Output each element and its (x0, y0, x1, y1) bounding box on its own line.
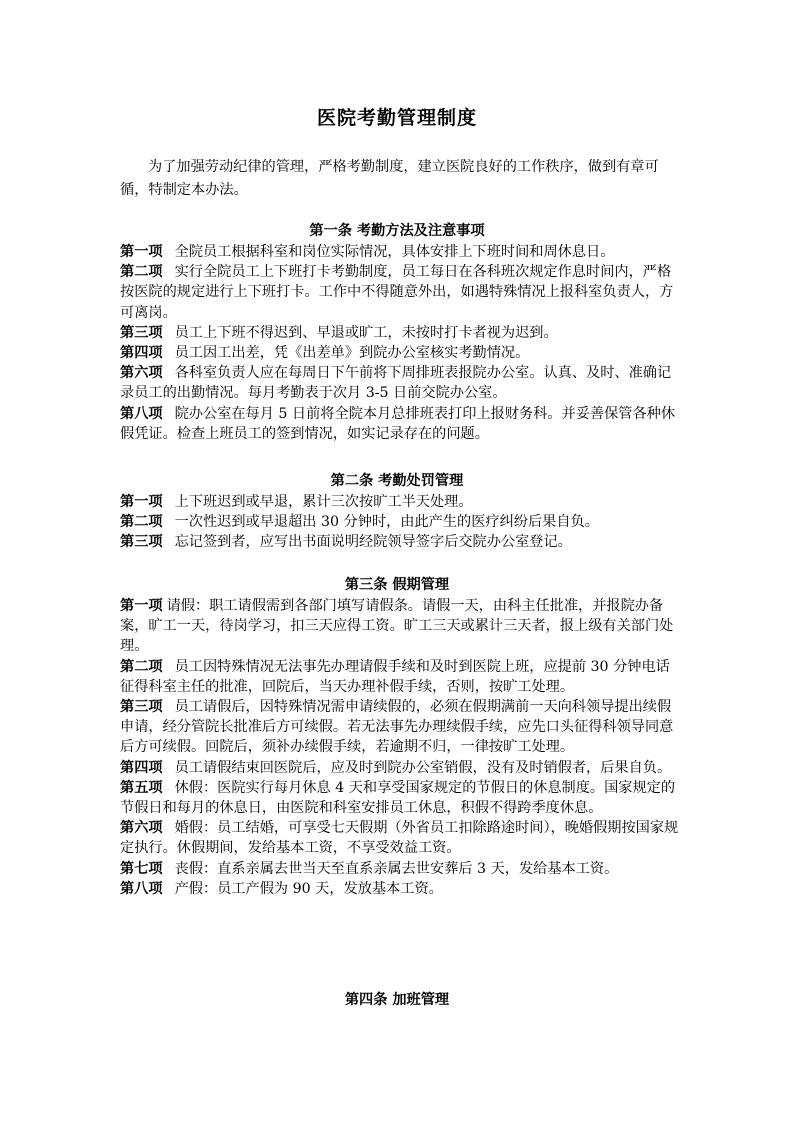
section-3-item-5 (120, 778, 682, 818)
item-label: 第二项 (120, 658, 163, 675)
item-text: 休假：医院实行每月休息 4 天和享受国家规定的节假日的休息制度。国家规定的节假日和每月的休息日，由医院和科室安排员工休息，积假不得跨季度休息。 (120, 779, 676, 817)
item-label: 第三项 (120, 324, 163, 341)
section-2-item-2 (120, 512, 682, 532)
item-text: 婚假：员工结婚，可享受七天假期（外省员工扣除路途时间），晚婚假期按国家规定执行。休假期间，发给基本工资，不享受效益工资。 (120, 820, 679, 857)
item-label: 第六项 (120, 365, 163, 382)
section-3-item-6 (120, 818, 682, 858)
section-3-item-8 (120, 879, 682, 899)
item-text: 实行全院员工上下班打卡考勤制度，员工每日在各科班次规定作息时间内，严格按医院的规定进行上下班打卡。工作中不得随意外出，如遇特殊情况上报科室负责人，方可离岗。 (120, 264, 674, 321)
section-1-heading: 第一条 考勤方法及注意事项 (309, 223, 485, 239)
item-label: 第五项 (120, 779, 163, 796)
item-text: 丧假：直系亲属去世当天至直系亲属去世安葬后 3 天，发给基本工资。 (174, 860, 619, 877)
section-2-body (120, 492, 682, 553)
section-3-item-1 (120, 596, 682, 657)
item-label: 第六项 (120, 820, 163, 837)
section-3-heading: 第三条 假期管理 (344, 577, 450, 593)
item-text: 员工请假后，因特殊情况需申请续假的，必须在假期满前一天向科领导提出续假申请，经分管院长批准后方可续假。若无法事先办理续假手续，应先口头征得科领导同意后方可续假。回院后，须补办续假手续，若逾期不归，一律按旷工处理。 (120, 699, 674, 756)
item-text: 员工因特殊情况无法事先办理请假手续和及时到医院上班，应提前 30 分钟电话征得科室主任的批准，回院后，当天办理补假手续，否则，按旷工处理。 (120, 658, 670, 695)
section-1-item-3 (120, 323, 682, 343)
item-text: 员工上下班不得迟到、早退或旷工，未按时打卡者视为迟到。 (174, 324, 558, 341)
section-3-item-3 (120, 697, 682, 758)
section-1-item-5 (120, 363, 682, 403)
intro-paragraph: 为了加强劳动纪律的管理，严格考勤制度，建立医院良好的工作秩序，做到有章可循，特制定本办法。 (120, 159, 659, 198)
item-text: 忘记签到者，应写出书面说明经院领导签字后交院办公室登记。 (174, 534, 572, 551)
section-1-item-4 (120, 343, 682, 363)
item-text: 员工因工出差，凭《出差单》到院办公室核实考勤情况。 (174, 345, 530, 362)
item-label: 第八项 (120, 880, 163, 897)
section-3-body (120, 596, 682, 899)
item-label: 第七项 (120, 860, 163, 877)
document-title: 医院考勤管理制度 (316, 107, 477, 129)
item-label: 第三项 (120, 534, 163, 551)
section-1-item-6 (120, 404, 682, 444)
item-text: 产假：员工产假为 90 天，发放基本工资。 (174, 880, 443, 897)
item-label: 第二项 (120, 514, 163, 531)
section-1-item-1 (120, 242, 682, 262)
section-3-item-7 (120, 859, 682, 879)
section-1-body (120, 242, 682, 444)
item-label: 第四项 (120, 345, 163, 362)
item-label: 第二项 (120, 264, 163, 281)
item-label: 第八项 (120, 405, 163, 422)
item-label: 第一项 (120, 494, 163, 510)
item-text: 一次性迟到或早退超出 30 分钟时，由此产生的医疗纠纷后果自负。 (174, 514, 599, 531)
item-text: 上下班迟到或早退，累计三次按旷工半天处理。 (174, 494, 473, 510)
section-4-heading: 第四条 加班管理 (344, 992, 450, 1008)
item-label: 第一项 (120, 598, 163, 614)
section-3-item-2 (120, 657, 682, 697)
item-text: 全院员工根据科室和岗位实际情况，具体安排上下班时间和周休息日。 (174, 244, 615, 260)
item-text: 请假：职工请假需到各部门填写请假条。请假一天，由科主任批准，并报院办备案，旷工一天，待岗学习，扣三天应得工资。旷工三天或累计三天者，报上级有关部门处理。 (120, 598, 674, 655)
section-3-item-4 (120, 758, 682, 778)
section-1-item-2 (120, 262, 682, 323)
item-label: 第三项 (120, 699, 163, 716)
item-label: 第一项 (120, 244, 163, 260)
item-label: 第四项 (120, 759, 163, 776)
item-text: 员工请假结束回医院后，应及时到院办公室销假，没有及时销假者，后果自负。 (174, 759, 672, 776)
item-text: 各科室负责人应在每周日下午前将下周排班表报院办公室。认真、及时、准确记录员工的出勤情况。每月考勤表于次月 3-5 日前交院办公室。 (120, 365, 672, 402)
item-text: 院办公室在每月 5 日前将全院本月总排班表打印上报财务科。并妥善保管各种休假凭证。检查上班员工的签到情况，如实记录存在的问题。 (120, 405, 676, 442)
section-2-item-3 (120, 532, 682, 552)
section-2-item-1 (120, 492, 682, 512)
section-2-heading: 第二条 考勤处罚管理 (330, 473, 464, 489)
